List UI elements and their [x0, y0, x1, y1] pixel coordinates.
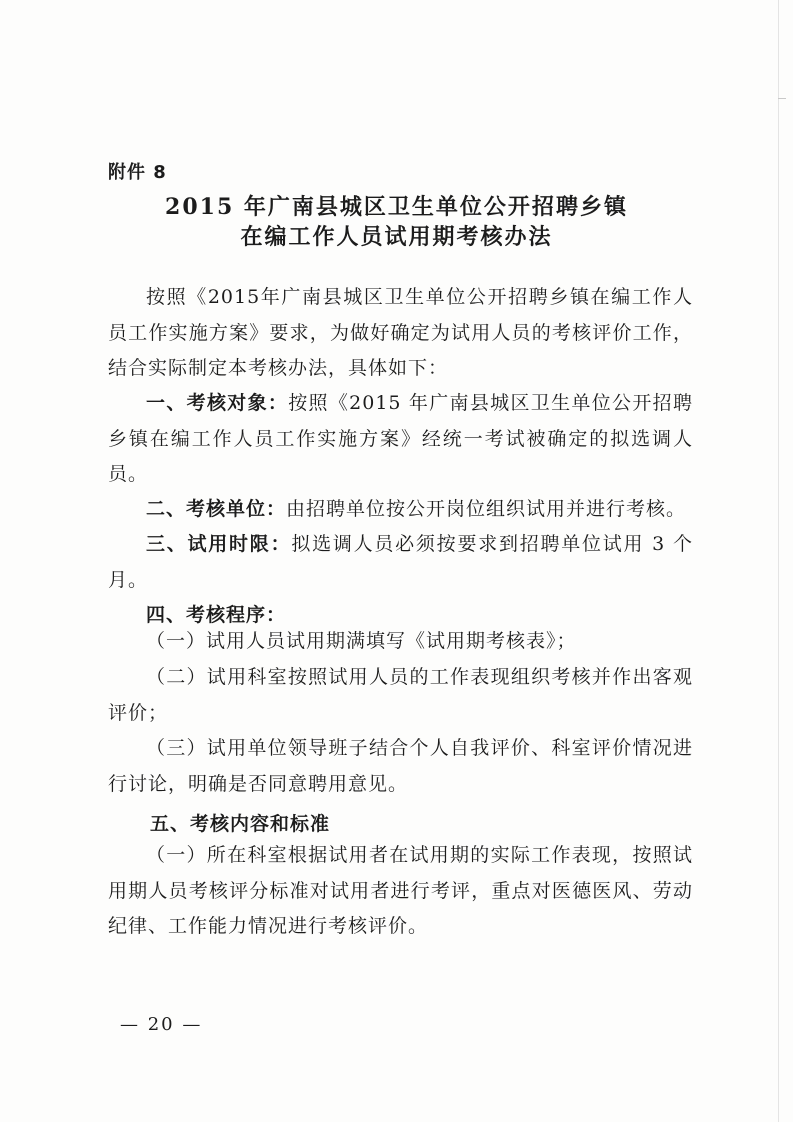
page-number: — 20 —: [120, 1014, 203, 1035]
document-title-line-1: 2015 年广南县城区卫生单位公开招聘乡镇: [165, 194, 628, 220]
section-5-heading: 五、考核内容和标准: [150, 813, 331, 835]
section-2-paragraph: [108, 492, 693, 528]
section-3-paragraph: [108, 527, 693, 598]
section-1-paragraph: [108, 386, 693, 493]
section-5-item-1: （一）所在科室根据试用者在试用期的实际工作表现，按照试用期人员考核评分标准对试用者进行考评，重点对医德医风、劳动纪律、工作能力情况进行考核评价。: [108, 844, 693, 937]
section-2-text: 由招聘单位按公开岗位组织试用并进行考核。: [286, 498, 687, 520]
section-2-lead: 二、考核单位：: [146, 498, 287, 520]
section-4-item-1: （一）试用人员试用期满填写《试用期考核表》；: [146, 630, 577, 652]
section-4-heading: 四、考核程序：: [146, 604, 287, 626]
attachment-label: 附件 8: [108, 162, 167, 183]
document-title-line-2: 在编工作人员试用期考核办法: [240, 224, 553, 250]
section-4-item-3: （三）试用单位领导班子结合个人自我评价、科室评价情况进行讨论，明确是否同意聘用意见。: [108, 737, 693, 795]
section-1-text: 按照《2015 年广南县城区卫生单位公开招聘乡镇在编工作人员工作实施方案》经统一考试被确定的拟选调人员。: [108, 392, 693, 485]
scan-mark: [778, 98, 786, 99]
intro-paragraph: 按照《2015年广南县城区卫生单位公开招聘乡镇在编工作人员工作实施方案》要求，为做好确定为试用人员的考核评价工作，结合实际制定本考核办法，具体如下：: [108, 286, 693, 379]
section-3-text: 拟选调人员必须按要求到招聘单位试用 3 个月。: [108, 533, 693, 591]
section-1-lead: 一、考核对象：: [146, 392, 289, 414]
scan-edge-line: [778, 0, 779, 1122]
section-4-item-2: （二）试用科室按照试用人员的工作表现组织考核并作出客观评价；: [108, 666, 693, 724]
section-3-lead: 三、试用时限：: [146, 533, 292, 555]
